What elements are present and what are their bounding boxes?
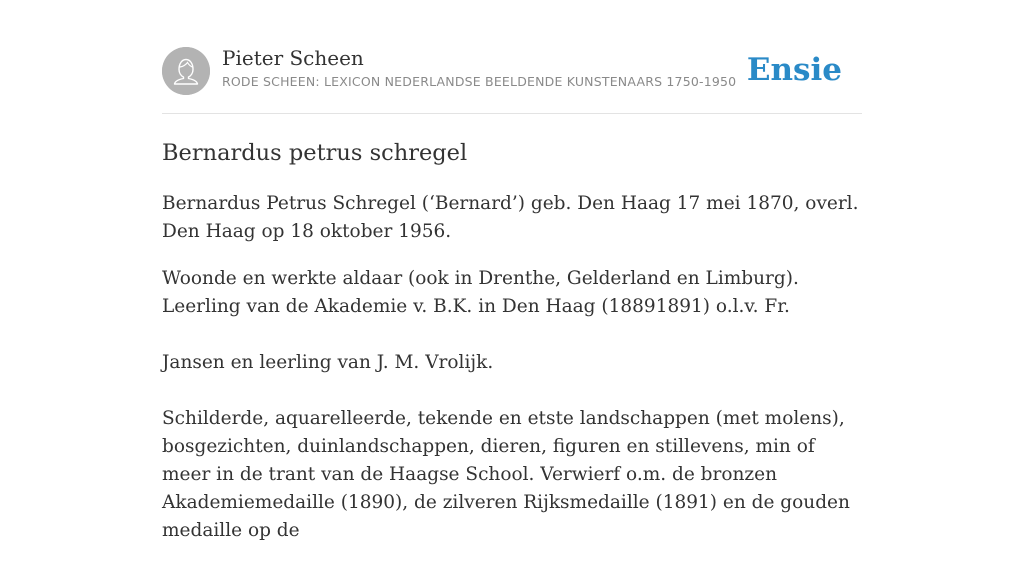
author-name[interactable]: Pieter Scheen [222,46,364,70]
article-title: Bernardus petrus schregel [162,140,468,166]
article-paragraph: Schilderde, aquarelleerde, tekende en etste landschappen (met molens), bosgezichten, duinlandschappen, dieren, figuren en stillevens, min of meer in de trant van de Haagse School. Verwierf o.m. de bronzen Akademiemedaille (1890), de zilveren Rijksmedaille (1891) en de gouden medaille op de [162,408,850,541]
article-body [162,190,862,564]
user-avatar-icon[interactable] [162,47,210,95]
brand-logo[interactable]: Ensie [746,52,842,88]
article-paragraph: Jansen en leerling van J. M. Vrolijk. [162,352,494,373]
article-paragraph: Bernardus Petrus Schregel (‘Bernard’) geb. Den Haag 17 mei 1870, overl. Den Haag op 18 oktober 1956. [162,193,859,242]
source-title[interactable]: RODE SCHEEN: LEXICON NEDERLANDSE BEELDENDE KUNSTENAARS 1750-1950 [222,74,737,89]
article-paragraph: Woonde en werkte aldaar (ook in Drenthe, Gelderland en Limburg). Leerling van de Akademie v. B.K. in Den Haag (18891891) o.l.v. Fr. [162,268,799,317]
header-divider [162,113,862,114]
author-header [162,46,862,96]
